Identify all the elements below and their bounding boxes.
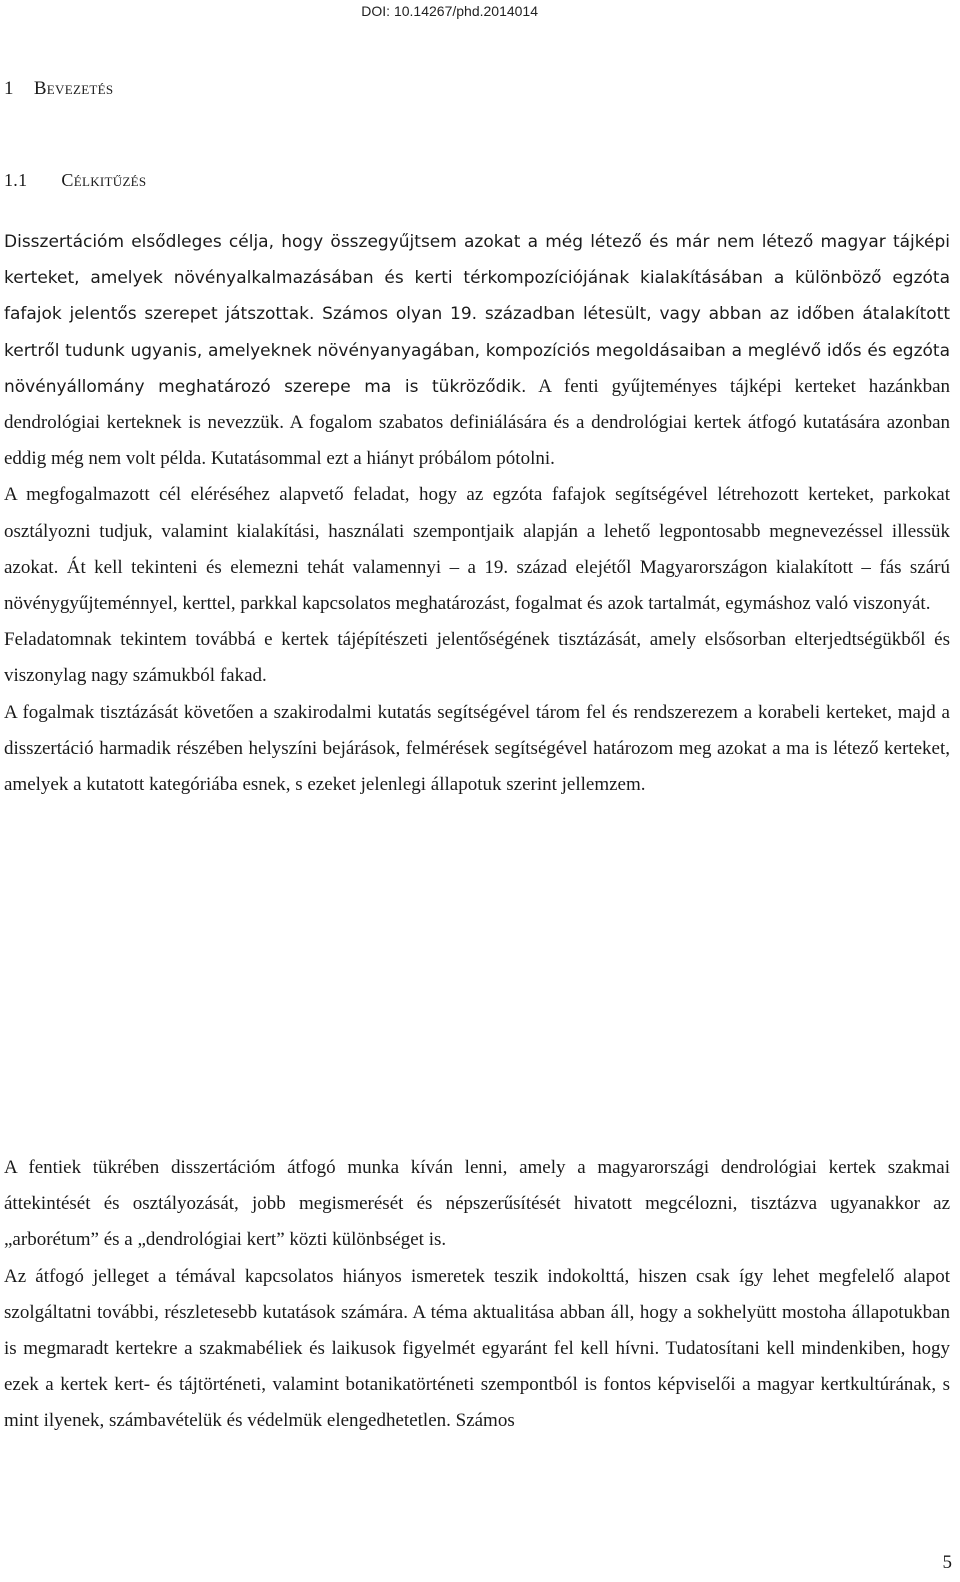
body-block-2 — [4, 1150, 950, 1440]
chapter-number: 1 — [4, 78, 14, 99]
chapter-heading — [4, 78, 113, 100]
paragraph — [4, 224, 950, 477]
chapter-title: Bevezetés — [33, 78, 114, 99]
paragraph-serif-part: A fenti gyűjteményes tájképi kerteket hazánkban dendrológiai kerteknek is nevezzük. A fogalom szabatos definiálására és a dendrológiai kertek átfogó kutatására azonban eddig még nem volt példa. Kutatásommal ezt a hiányt próbálom pótolni. — [4, 375, 951, 470]
section-heading — [4, 170, 146, 191]
paragraph: Az átfogó jelleget a témával kapcsolatos hiányos ismeretek teszik indokolttá, hiszen csak így lehet megfelelő alapot szolgáltatni további, részletesebb kutatások számára. A téma aktualitása abban áll, hogy a sokhelyütt mostoha állapotukban is megmaradt kertekre a szakmabéliek és laikusok figyelmét egyaránt fel kell hívni. Tudatosítani kell mindenkiben, hogy ezek a kertek kert- és tájtörténeti, valamint botanikatörténeti szempontból is fontos képviselői a magyar kertkultúrának, s mint ilyenek, számbavételük és védelmük elengedhetetlen. Számos — [4, 1265, 950, 1432]
page-number: 5 — [942, 1552, 952, 1573]
section-title: Célkitűzés — [61, 170, 147, 190]
paragraph: A fentiek tükrében disszertációm átfogó munka kíván lenni, amely a magyarországi dendrológiai kertek szakmai áttekintését és osztályozását, jobb megismerését és népszerűsítését hivatott megcélozni, tisztázva ugyanakkor az „arborétum” és a „dendrológiai kert” közti különbséget is. — [4, 1157, 950, 1251]
paragraph-sans-part: Disszertációm elsődleges célja, hogy összegyűjtsem azokat a még létező és már nem létező magyar tájképi kerteket, amelyek növényalkalmazásában és kerti térkompozíciójának kialakításában a különböző egzóta fafajok jelentős szerepet játszottak. Számos olyan 19. században létesült, vagy abban az időben átalakított kertről tudunk ugyanis, amelyeknek növényanyagában, kompozíciós megoldásaiban a meglévő idős és egzóta növényállomány meghatározó szerepe ma is tükröződik. — [4, 232, 950, 397]
paragraph: A megfogalmazott cél eléréséhez alapvető feladat, hogy az egzóta fafajok segítségével létrehozott kerteket, parkokat osztályozni tudjuk, valamint kialakítási, használati szempontjaik alapján a lehető legpontosabb megnevezéssel illessük azokat. Át kell tekinteni és elemezni tehát valamennyi – a 19. század elejétől Magyarországon kialakított – fás szárú növénygyűjteménnyel, kerttel, parkkal kapcsolatos meghatározást, fogalmat és azok tartalmát, egymáshoz való viszonyát. — [4, 484, 950, 615]
body-block-1 — [4, 224, 950, 803]
section-number: 1.1 — [4, 170, 28, 190]
doi-header: DOI: 10.14267/phd.2014014 — [361, 3, 538, 19]
paragraph: Feladatomnak tekintem továbbá e kertek tájépítészeti jelentőségének tisztázását, amely elsősorban elterjedtségükből és viszonylag nagy számukból fakad. — [4, 629, 950, 687]
paragraph: A fogalmak tisztázását követően a szakirodalmi kutatás segítségével tárom fel és rendszerezem a korabeli kerteket, majd a disszertáció harmadik részében helyszíni bejárások, felmérések segítségével határozom meg azokat a ma is létező kerteket, amelyek a kutatott kategóriába esnek, s ezeket jelenlegi állapotuk szerint jellemzem. — [4, 701, 950, 796]
